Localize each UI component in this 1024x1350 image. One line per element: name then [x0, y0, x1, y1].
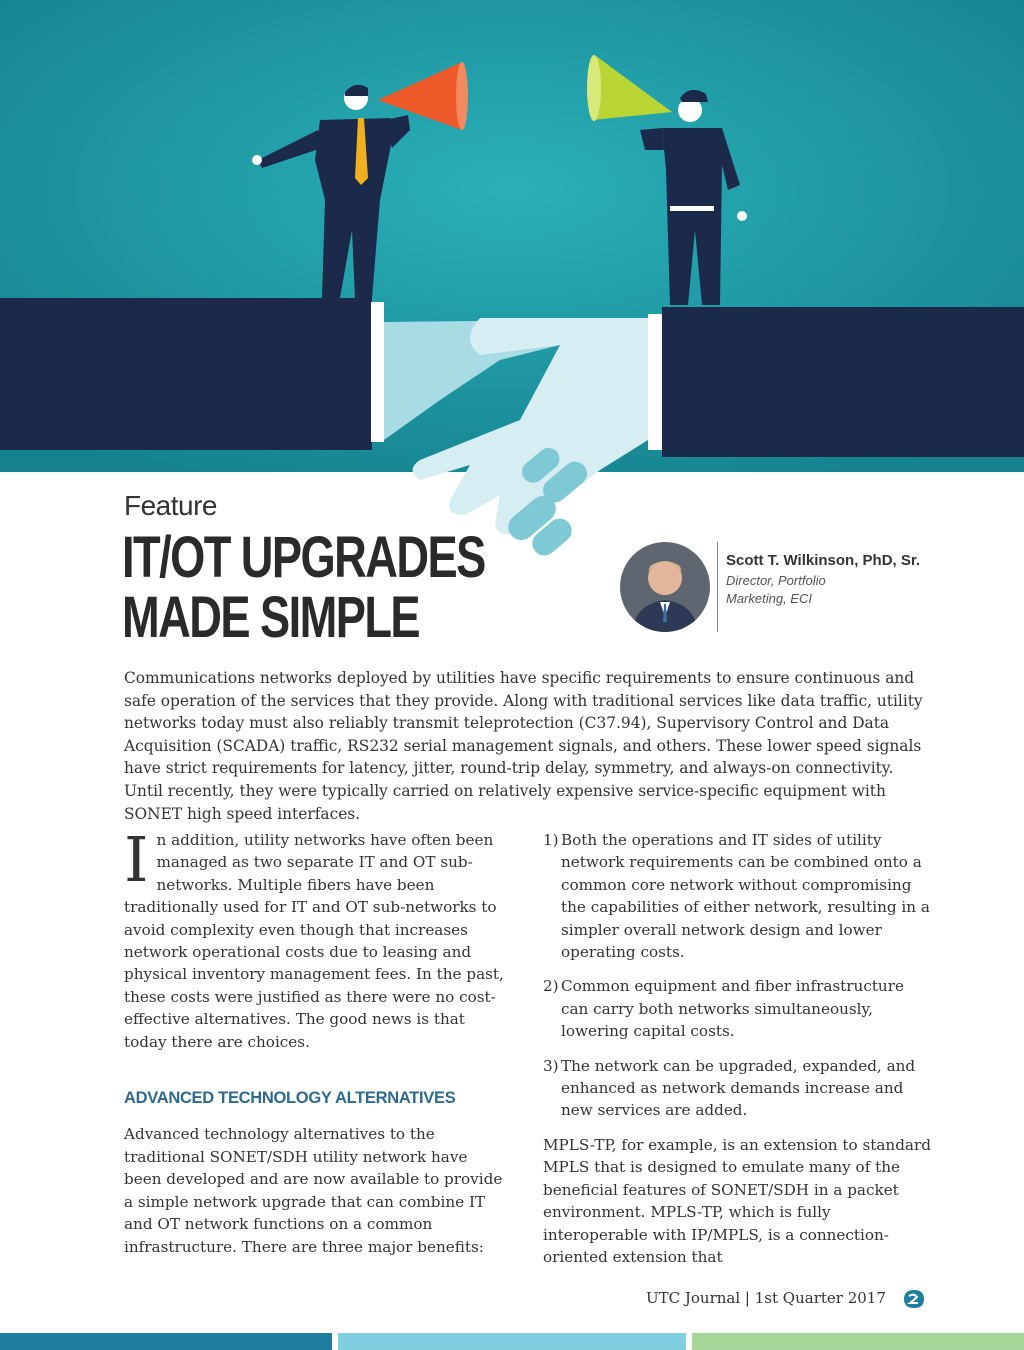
- section-subhead: ADVANCED TECHNOLOGY ALTERNATIVES: [124, 1089, 456, 1108]
- article-title: [122, 525, 485, 650]
- intro-paragraph: Communications networks deployed by utilities have specific requirements to ensure continuous and safe operation of the services that they provide. Along with traditional services like data traffic, utility networks today must also reliably transmit teleprotection (C37.94), Supervisory Control and Data Acquisition (SCADA) traffic, RS232 serial management signals, and others. These lower speed signals have strict requirements for latency, jitter, round-trip delay, symmetry, and always-on connectivity. Until recently, they were typically carried on relatively expensive service-specific equipment with SONET high speed interfaces.: [124, 669, 923, 823]
- author-name: Scott T. Wilkinson, PhD, Sr.: [726, 552, 921, 569]
- benefit-text: Both the operations and IT sides of utility network requirements can be combined onto a common core network without compromising the capabilities of either network, resulting in a simpler overall network design and lower operating costs.: [561, 831, 930, 962]
- author-title: Director, Portfolio Marketing, ECI: [726, 573, 826, 606]
- article-title-line1: IT/OT UPGRADES: [122, 525, 485, 590]
- footer-color-bar-1: [0, 1333, 332, 1350]
- hero-illustration: [0, 0, 1024, 560]
- footer-journal-credit: UTC Journal | 1st Quarter 2017: [646, 1289, 886, 1307]
- benefit-number: 3): [543, 1056, 559, 1075]
- author-divider: [717, 542, 718, 632]
- benefit-list-item: [543, 975, 935, 1042]
- benefit-text: The network can be upgraded, expanded, and enhanced as network demands increase and new services are added.: [561, 1056, 916, 1120]
- body-paragraph-text: n addition, utility networks have often been managed as two separate IT and OT sub-networks. Multiple fibers have been traditionally used for IT and OT sub-networks to avoid complexity even though that increases network operational costs due to leasing and physical inventory management fees. In the past, these costs were justified as there were no cost-effective alternatives. The good news is that today there are choices.: [124, 831, 504, 1051]
- article-title-line2: MADE SIMPLE: [122, 585, 420, 650]
- author-avatar: [620, 542, 710, 632]
- left-sleeve: [0, 298, 372, 450]
- footer-color-bar-2: [338, 1333, 686, 1350]
- benefit-list-item: [543, 829, 935, 963]
- right-sleeve: [662, 307, 1024, 457]
- benefit-number: 1): [543, 831, 559, 849]
- body-right-column: [543, 829, 935, 1268]
- body-paragraph: [124, 823, 506, 1053]
- page-number-badge-icon: [900, 1288, 928, 1314]
- footer-color-bar-3: [692, 1333, 1024, 1350]
- benefit-number: 2): [543, 977, 559, 996]
- body-paragraph: Advanced technology alternatives to the traditional SONET/SDH utility network have been developed and are now available to provide a simple network upgrade that can combine IT and OT network functions on a common infrastructure. There are three major benefits:: [124, 1125, 503, 1256]
- benefit-text: Common equipment and fiber infrastructure can carry both networks simultaneously, lowering capital costs.: [561, 977, 904, 1041]
- body-paragraph: MPLS-TP, for example, is an extension to standard MPLS that is designed to emulate many of the beneficial features of SONET/SDH in a packet environment. MPLS-TP, which is fully interoperable with IP/MPLS, is a connection-oriented extension that: [543, 1135, 931, 1266]
- benefit-list-item: [543, 1055, 935, 1122]
- drop-cap: I: [124, 823, 149, 896]
- section-label: Feature: [124, 490, 217, 521]
- body-left-column: [124, 823, 506, 1258]
